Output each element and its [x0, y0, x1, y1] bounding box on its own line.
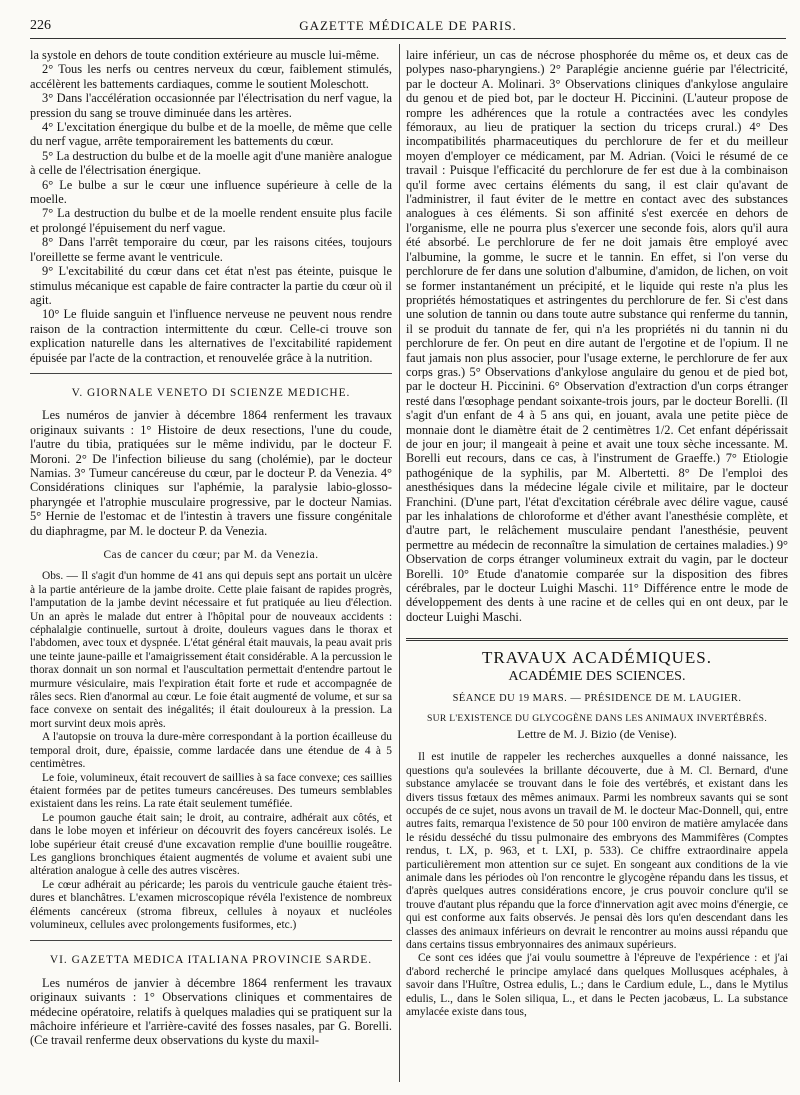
section-title: VI. GAZETTA MEDICA ITALIANA PROVINCIE SARDE.: [49, 954, 373, 967]
paragraph: Le poumon gauche était sain; le droit, au contraire, adhérait aux côtés, et dans le lobe moyen et inférieur on découvrit des foyers cancéreux isolés. Le lobe supérieur était creusé d'une excavation remplie d'une bouillie rougeâtre. Les ganglions bronchiques étaient augmentés de volume et avaient subi une altération analogue à celle des autres viscères.: [30, 811, 392, 878]
paragraph: 8° Dans l'arrêt temporaire du cœur, par les raisons citées, toujours l'oreillette se ferme avant le ventricule.: [30, 235, 392, 264]
letter-byline: Lettre de M. J. Bizio (de Venise).: [517, 726, 677, 741]
paragraph: Obs. — Il s'agit d'un homme de 41 ans qui depuis sept ans portait un ulcère à la partie antérieure de la jambe droite. Cette plaie faisant de rapides progrès, l'amputation de la jambe devint nécessaire et fut pratiquée au lieu d'élection. Un an après le malade dut entrer à l'hôpital pour de nouveaux accidents : céphalalgie continuelle, surtout à droite, douleurs vagues dans le thorax et l'abdomen, avec toux et dyspnée. L'état général était mauvais, la peau avait pris une teinte jaune-paille et l'amaigrissement était considérable. A la percussion le thorax donnait un son normal et l'auscultation permettait d'entendre partout le murmure vésiculaire, mais l'expiration était forte et rude et accompagnée de râles secs. Rien d'anormal au cœur. Le foie était augmenté de volume, et sur sa face convexe on sentait des inégalités; il était douloureux à la pression. La mort survint deux mois après.: [30, 570, 392, 730]
paragraph: 3° Dans l'accélération occasionnée par l'électrisation du nerf vague, la pression du sang se trouve diminuée dans les artères.: [30, 91, 392, 120]
paragraph: Il est inutile de rappeler les recherches auxquelles a donné naissance, les questions qu'a soulevées la brillante découverte, due à M. Cl. Bernard, d'une substance amylacée se trouvant dans le foie des vertébrés, et existant dans les divers tissus fœtaux des mêmes animaux. Parmi les nombreux savants qui se sont occupés de ce sujet, nous avons un travail de M. le docteur Mac-Donnell, qui, entre autres faits, remarqua l'existence de 50 pour 100 environ de matière amylacée dans le résidu desséché du tissu pulmonaire des embryons des Mammifères (Comptes rendus, t. LX, p. 963, et t. LXI, p. 533). Ce chiffre extraordinaire appela particulièrement mon attention sur ce sujet. En songeant aux conditions de la vie animale dans les périodes où l'on rencontre le glycogène répandu dans les tissus, et d'après quelques autres considérations encore, je crus pouvoir conclure qu'il se trouve d'autant plus répandu que la force d'innervation agit avec moins d'énergie, ce qui est conforme aux faits observés. Je pensai dès lors qu'en descendant dans les classes des animaux inférieurs on devrait le rencontrer au moins aussi répandu que dans certains tissus embryonnaires des animaux supérieurs.: [406, 751, 789, 951]
paragraph: 7° La destruction du bulbe et de la moelle rendent ensuite plus facile et prolongé l'épuisement du nerf vague.: [30, 206, 392, 235]
paragraph: A l'autopsie on trouva la dure-mère correspondant à la portion écailleuse du temporal droit, dure, épaissie, comme lardacée dans une étendue de 4 à 5 centimètres.: [30, 731, 392, 771]
case-title: Cas de cancer du cœur; par M. da Venezia.: [103, 549, 319, 561]
paragraph: 9° L'excitabilité du cœur dans cet état n'est pas éteinte, puisque le stimulus mécanique est capable de faire contracter la partie du cœur où il agit.: [30, 264, 392, 307]
travaux-title: TRAVAUX ACADÉMIQUES.: [481, 648, 712, 668]
paragraph: Les numéros de janvier à décembre 1864 renferment les travaux originaux suivants : 1° Observations cliniques et commentaires de médecine opératoire, relatifs à quelques maladies qui se pratiquent sur la mâchoire inférieure et l'arrière-cavité des fosses nasales, par G. Borelli. (Ce travail renferme deux observations du kyste du maxil-: [30, 975, 392, 1048]
journal-title: GAZETTE MÉDICALE DE PARIS.: [299, 18, 517, 33]
paragraph: Le foie, volumineux, était recouvert de saillies à sa face convexe; ces saillies étaient formées par de petites tumeurs cancéreuses. Des tumeurs semblables existaient dans les reins. La rate était seulement tuméfiée.: [30, 771, 392, 811]
paragraph: la systole en dehors de toute condition extérieure au muscle lui-même.: [30, 48, 380, 62]
section-separator: [30, 373, 392, 374]
section-separator: [30, 940, 392, 941]
case-report: [30, 570, 392, 932]
article-body: [406, 751, 788, 1019]
running-header: [30, 14, 786, 39]
seance-line: SÉANCE DU 19 MARS. — PRÉSIDENCE DE M. LAUGIER.: [452, 693, 742, 705]
paragraph: Ce sont ces idées que j'ai voulu soumettre à l'épreuve de l'expérience : et j'ai d'abord recherché le principe amylacé dans quelques Mollusques acéphales, à savoir dans l'Huître, Ostrea edulis, L.; dans le Cardium edule, L., dans le Mytilus edulis, L., dans le Solen siliqua, L., et dans le Pecten jacobæus, L. La substance amylacée existe dans tous,: [406, 952, 788, 1018]
paragraph: 4° L'excitation énergique du bulbe et de la moelle, de même que celle du nerf vague, arrête temporairement les battements du cœur.: [30, 120, 392, 149]
academie-title: ACADÉMIE DES SCIENCES.: [508, 668, 686, 684]
section-title: V. GIORNALE VENETO DI SCIENZE MEDICHE.: [71, 386, 351, 399]
paragraph: 10° Le fluide sanguin et l'influence nerveuse ne peuvent nous rendre raison de la contraction intermittente du cœur. Celle-ci trouve son explication naturelle dans les alternatives de l'excitabilité rapidement épuisée par l'acte de la contraction, et renouvelée grâce à la nutrition.: [30, 307, 392, 365]
right-column: [406, 48, 788, 1019]
paragraph: laire inférieur, un cas de nécrose phosphorée du même os, et deux cas de polypes naso-pharyngiens.) 2° Paraplégie ancienne guérie par l'électricité, par le docteur A. Molinari. 3° Observations cliniques d'ankylose angulaire du genou et de pied bot, par le docteur H. Piccinini. (L'auteur propose de rompre les adhérences que la rotule a contractées avec les condyles fémoraux, au lieu de pratiquer la section du triceps crural.) 4° Des incompatibilités pharmaceutiques du perchlorure de fer et du meilleur moyen d'employer ce médicament, par M. Adrian. (Voici le résumé de ce travail : Puisque l'efficacité du perchlorure de fer est due à la combinaison qu'il forme avec certains éléments du sang, il est clair qu'avant de l'administrer, il faut éviter de le mettre en contact avec des substances analogues à ces éléments. Si son affinité s'est exercée en dehors de l'organisme, elle ne pourra plus s'exercer une seconde fois, alors qu'il aura été absorbé. Le perchlorure de fer ne doit jamais être employé avec l'albumine, la gomme, le sucre et le tannin. En effet, si l'on verse du perchlorure de fer dans une solution d'albumine, d'amidon, de lichen, on voit se former instantanément un précipité, et le liquide qui reste n'a plus les propriétés hémostatiques et astringentes du perchlorure de fer. Si c'est dans une solution de tannin ou dans toute autre substance qui renferme du tannin, il se produit du tannate de fer, qui n'a les propriétés ni du tannin ni du perchlorure de fer. On peut en dire autant de l'ergotine et de l'opium. Il ne faut jamais non plus associer, pour l'usage externe, le perchlorure de fer aux corps gras.) 5° Observations d'ankylose angulaire du genou et de pied bot, par le docteur H. Piccinini. 6° Observation d'extraction d'un corps étranger resté dans l'œsophage pendant soixante-trois jours, par le docteur Borelli. (Il s'agit d'un enfant de 4 à 5 ans qui, en jouant, avala une petite pièce de monnaie dont le diamètre était de 2 centimètres 1/2. Cet enfant dépérissait de jour en jour; il mangeait à peine et avait une toux sèche incessante. M. Borelli eut recours, dans ce cas, à l'instrument de Graeffe.) 7° Etiologie pathogénique de la syphilis, par M. Albertetti. 8° De l'emploi des anesthésiques dans la médecine légale civile et militaire, par le docteur Franchini. (D'une part, l'état d'excitation cérébrale avec délire vague, causé par les inhalations de chloroforme et d'éther avant l'anesthésie complète, et d'autre part, le relâchement musculaire pendant l'anesthésie, peuvent permettre au médecin de reconnaître la simulation de certaines maladies.) 9° Observation de corps étranger volumineux extrait du vagin, par le docteur Borelli. 10° Etude d'anatomie comparée sur la disposition des fibres cérébrales, par le docteur Luighi Maschi. 11° Différence entre le mode de développement des dents à une racine et de celles qui en ont deux, par le docteur Luighi Maschi.: [406, 48, 788, 624]
paragraph: Les numéros de janvier à décembre 1864 renferment les travaux originaux suivants : 1° Histoire de deux resections, l'une du coude, l'autre du tibia, pratiquées sur le même individu, par le docteur F. Moroni. 2° De l'infection bilieuse du sang (cholémie), par le docteur Namias. 3° Tumeur cancéreuse du cœur, par le docteur P. da Venezia. 4° Considérations cliniques sur l'aphémie, la paralysie labio-glosso-pharyngée et l'atrophie musculaire progressive, par le docteur Namias. 5° Hernie de l'estomac et de l'intestin à travers une fissure congénitale du diaphragme, par M. le docteur P. da Venezia.: [30, 408, 392, 538]
paragraph: 5° La destruction du bulbe et de la moelle agit d'une manière analogue à celle de l'électrisation énergique.: [30, 148, 392, 178]
column-rule: [399, 44, 400, 1082]
page-number: 226: [30, 18, 51, 33]
double-rule: [406, 638, 788, 641]
paragraph: 6° Le bulbe a sur le cœur une influence supérieure à celle de la moelle.: [30, 177, 392, 207]
article-title: SUR L'EXISTENCE DU GLYCOGÈNE DANS LES ANIMAUX INVERTÉBRÉS.: [426, 713, 768, 725]
paragraph: Le cœur adhérait au péricarde; les parois du ventricule gauche étaient très-dures et blanchâtres. L'examen microscopique révéla l'existence de nombreux éléments cancéreux (stroma fibreux, cellules à noyaux et nucléoles volumineux, cellules avec prolongements fusiformes, etc.): [30, 878, 392, 931]
left-column: [30, 48, 392, 1048]
paragraph: 2° Tous les nerfs ou centres nerveux du cœur, faiblement stimulés, accélèrent les battements cardiaques, comme le soutient Moleschott.: [30, 62, 392, 91]
